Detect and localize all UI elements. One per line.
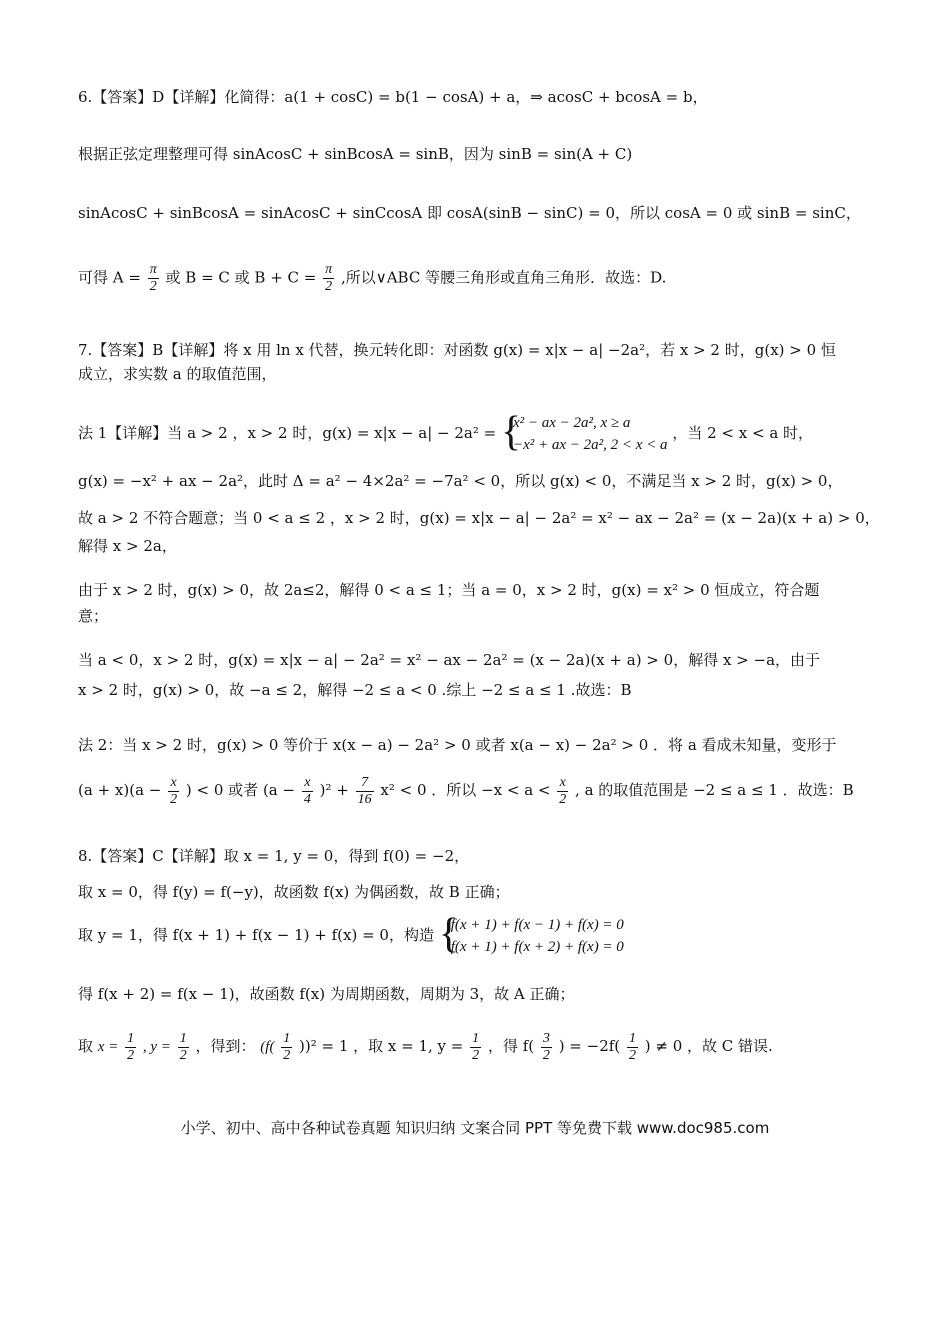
q6-line-4-b: 或 B = C 或 B + C = xyxy=(165,268,317,287)
q7-method1-line-2: g(x) = −x² + ax − 2a²，此时 Δ = a² − 4×2a² = −7a² < 0，所以 g(x) < 0，不满足当 x > 2 时，g(x) > 0， xyxy=(78,472,843,490)
q7-method1-line-3: 故 a > 2 不符合题意；当 0 < a ≤ 2 ，x > 2 时，g(x) = x|x − a| − 2a² = x² − ax − 2a² = (x − 2a)(x + a) > 0， xyxy=(78,509,880,527)
q7-method2-line-1: 法 2：当 x > 2 时，g(x) > 0 等价于 x(x − a) − 2a² > 0 或者 x(a − x) − 2a² > 0 ．将 a 看成未知量，变形于 xyxy=(78,736,837,754)
equation-system: { f(x + 1) + f(x − 1) + f(x) = 0 f(x + 1) + f(x + 2) + f(x) = 0 xyxy=(438,911,624,957)
q6-line-3: sinAcosC + sinBcosA = sinAcosC + sinCcosA 即 cosA(sinB − sinC) = 0，所以 cosA = 0 或 sinB = sinC， xyxy=(78,204,861,222)
q7-m2-a: (a + x)(a − xyxy=(78,781,162,799)
q7-m2-c: )² + xyxy=(319,781,349,799)
q7-method1-line-4: 解得 x > 2a， xyxy=(78,537,177,555)
q8-line-3-a: 取 y = 1，得 f(x + 1) + f(x − 1) + f(x) = 0，构造 xyxy=(78,926,434,944)
q7-m1-a: 法 1【详解】当 a > 2 ，x > 2 时，g(x) = x|x − a| − 2a² = xyxy=(78,424,497,442)
q8-line-1: 8.【答案】C【详解】取 x = 1, y = 0，得到 f(0) = −2， xyxy=(78,847,470,865)
q6-line-4-a: 可得 A = xyxy=(78,268,141,287)
fraction: $\frac{x}{4}$ xyxy=(303,774,311,807)
q8-line-3 xyxy=(78,912,624,958)
q7-m2-e: , a 的取值范围是 −2 ≤ a ≤ 1 ．故选：B xyxy=(575,781,854,799)
fraction: $\frac{\pi}{2}$ xyxy=(325,262,333,294)
q6-line-4 xyxy=(78,262,666,295)
q7-m1-b: ，当 2 < x < a 时， xyxy=(672,424,814,442)
q8-line-5-c: (f( xyxy=(260,1039,275,1055)
piecewise-function: { x² − ax − 2a², x ≥ a −x² + ax − 2a², 2 < x < a xyxy=(500,409,668,455)
q7-method1-line-6: 意； xyxy=(78,607,109,625)
q7-method1-line-7: 当 a < 0，x > 2 时，g(x) = x|x − a| − 2a² = x² − ax − 2a² = (x − 2a)(x + a) > 0，解得 x > −a，由于 xyxy=(78,651,821,669)
q8-line-5 xyxy=(78,1024,773,1069)
fraction: $\frac{1}{2}$ xyxy=(472,1030,480,1063)
q8-line-5-b: ，得到： xyxy=(195,1037,256,1055)
q8-line-5-g: ) ≠ 0 ，故 C 错误. xyxy=(644,1037,773,1055)
q8-line-5-e: ，得 f( xyxy=(487,1037,535,1055)
fraction: $\frac{7}{16}$ xyxy=(357,774,372,807)
q7-method1-line-8: x > 2 时，g(x) > 0，故 −a ≤ 2，解得 −2 ≤ a < 0 .综上 −2 ≤ a ≤ 1 .故选：B xyxy=(78,681,632,699)
fraction: $\frac{1}{2}$ xyxy=(179,1030,187,1063)
q8-line-5-d: ))² = 1 ，取 x = 1, y = xyxy=(299,1037,464,1055)
q8-line-4: 得 f(x + 2) = f(x − 1)，故函数 f(x) 为周期函数，周期为 3，故 A 正确； xyxy=(78,985,575,1003)
fraction: $\frac{1}{2}$ xyxy=(127,1030,135,1063)
q8-line-5-a: 取 xyxy=(78,1037,94,1055)
fraction: $\frac{x}{2}$ xyxy=(559,774,567,807)
q7-method1-line-5: 由于 x > 2 时，g(x) > 0，故 2a≤2，解得 0 < a ≤ 1；当 a = 0，x > 2 时，g(x) = x² > 0 恒成立，符合题 xyxy=(78,581,820,599)
fraction: $\frac{\pi}{2}$ xyxy=(149,262,157,294)
page-footer: 小学、初中、高中各种试卷真题 知识归纳 文案合同 PPT 等免费下载 www.doc985.com xyxy=(180,1119,770,1137)
q7-method1-line-1 xyxy=(78,410,813,456)
fraction: $\frac{3}{2}$ xyxy=(542,1030,550,1063)
q6-line-4-c: ,所以∨ABC 等腰三角形或直角三角形．故选：D. xyxy=(340,268,667,287)
q8-line-2: 取 x = 0，得 f(y) = f(−y)，故函数 f(x) 为偶函数，故 B 正确； xyxy=(78,883,510,901)
q8-line-5-f: ) = −2f( xyxy=(558,1037,621,1055)
q6-line-2: 根据正弦定理整理可得 sinAcosC + sinBcosA = sinB，因为 sinB = sin(A + C) xyxy=(78,145,633,163)
q7-m2-b: ) < 0 或者 (a − xyxy=(185,781,296,799)
q7-m2-d: x² < 0 ．所以 −x < a < xyxy=(380,781,551,799)
q6-line-1: 6.【答案】D【详解】化简得：a(1 + cosC) = b(1 − cosA) + a，⇒ acosC + bcosA = b， xyxy=(78,88,708,106)
q7-line-1: 7.【答案】B【详解】将 x 用 ln x 代替，换元转化即：对函数 g(x) = x|x − a| −2a²，若 x > 2 时，g(x) > 0 恒 xyxy=(78,341,836,359)
fraction: $\frac{x}{2}$ xyxy=(170,774,178,807)
q8-line-5-x: x = xyxy=(97,1039,119,1055)
q7-line-2: 成立，求实数 a 的取值范围， xyxy=(78,365,277,383)
q7-method2-line-2 xyxy=(78,770,854,810)
fraction: $\frac{1}{2}$ xyxy=(628,1030,636,1063)
q8-line-5-y: , y = xyxy=(142,1039,171,1055)
fraction: $\frac{1}{2}$ xyxy=(283,1030,291,1063)
